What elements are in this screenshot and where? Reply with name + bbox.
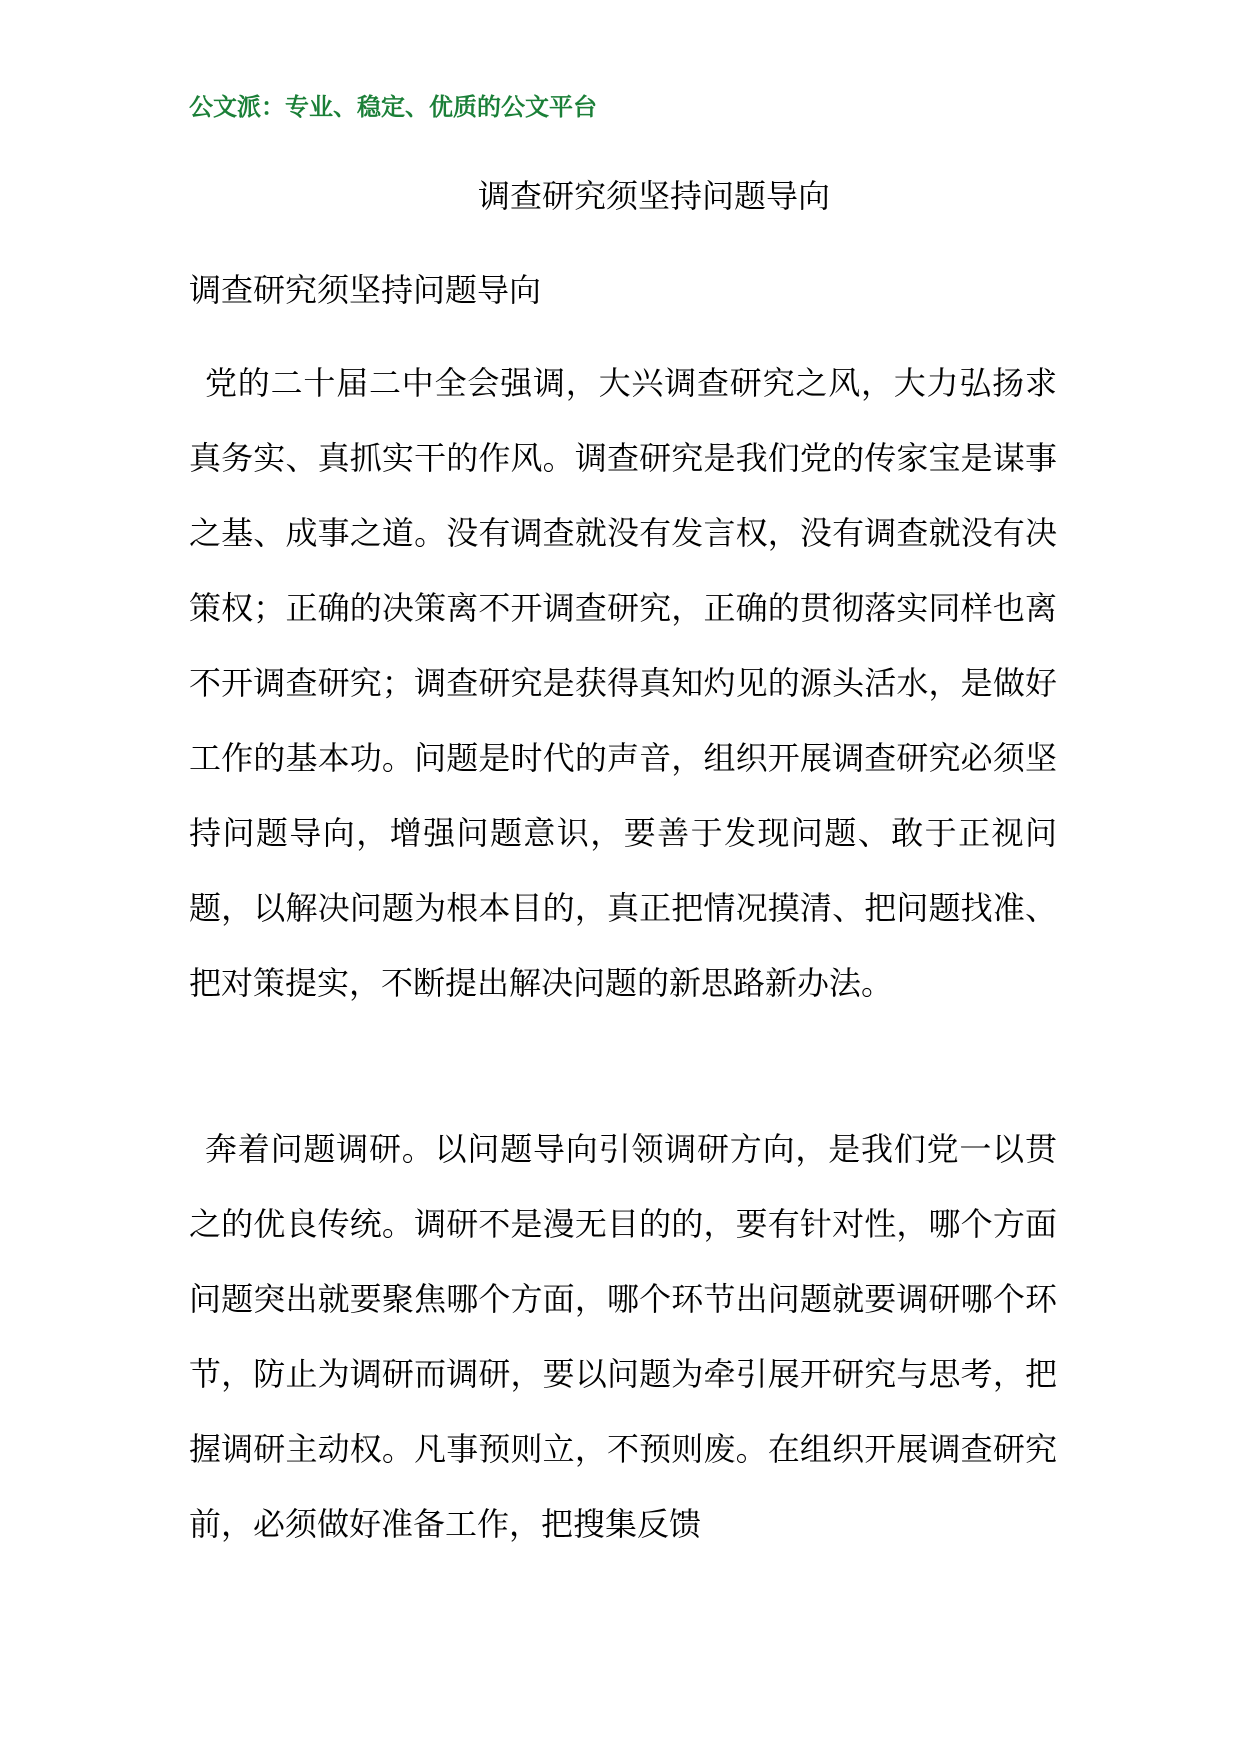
paragraph-text: 奔着问题调研。以问题导向引领调研方向，是我们党一以贯之的优良传统。调研不是漫无目的的，要有针对性，哪个方面问题突出就要聚焦哪个方面，哪个环节出问题就要调研哪个环节，防止为调研而调研，要以问题为牵引展开研究与思考，把握调研主动权。凡事预则立，不预则废。在组织开展调查研究前，必须做好准备工作，把搜集反馈 xyxy=(189,1130,1057,1543)
document-subtitle: 调查研究须坚持问题导向 xyxy=(189,271,542,309)
paragraph-text: 党的二十届二中全会强调，大兴调查研究之风，大力弘扬求真务实、真抓实干的作风。调查研究是我们党的传家宝是谋事之基、成事之道。没有调查就没有发言权，没有调查就没有决策权；正确的决策离不开调查研究，正确的贯彻落实同样也离不开调查研究；调查研究是获得真知灼见的源头活水，是做好工作的基本功。问题是时代的声音，组织开展调查研究必须坚持问题导向，增强问题意识，要善于发现问题、敢于正视问题，以解决问题为根本目的，真正把情况摸清、把问题找准、把对策提实，不断提出解决问题的新思路新办法。 xyxy=(189,364,1057,1002)
header-banner: 公文派：专业、稳定、优质的公文平台 xyxy=(189,93,597,121)
body-paragraph-2 xyxy=(189,1112,1057,1562)
body-paragraph-1 xyxy=(189,346,1057,1021)
document-title: 调查研究须坚持问题导向 xyxy=(477,177,830,215)
